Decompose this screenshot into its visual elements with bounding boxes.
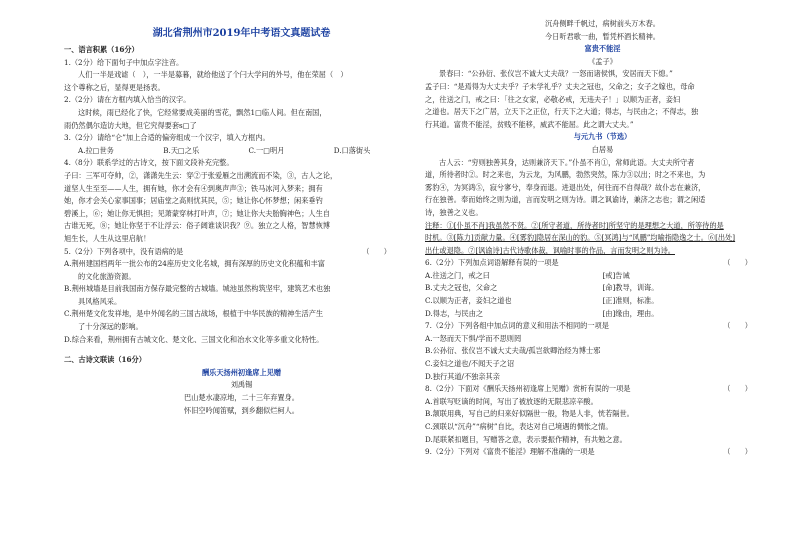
question-8: [425, 383, 780, 396]
option-text: B.丈夫之冠也，父命之: [425, 283, 498, 293]
answer-paren: （ ）: [723, 321, 752, 331]
question-text: 6.（2分）下列加点词语解释有误的一项是: [425, 258, 559, 268]
poem-line: 巴山楚水凄凉地，二十三年弃置身。: [183, 393, 299, 403]
text-line: 人们一半是戏谑（ ），一半是募暮，就给他送了个闩大学问的外号，他在荣屈（ ）: [78, 70, 348, 80]
text-line: 古人云：“穷则独善其身，达则兼济天下。”仆虽不肖①，常师此语。大丈夫所守者: [439, 157, 695, 167]
option-c: C.荆州楚文化发祥地，是中外闻名的三国古战场，根植于中华民族的精神生活产生: [64, 309, 324, 319]
option-b: B.颔联用典，写自己的归来好似隔世一般，物是人非，恍若隔世。: [425, 409, 634, 419]
passage-source: 《孟子》: [588, 56, 617, 66]
poem-line: 怀旧空吟闻笛赋，到乡翻似烂柯人。: [183, 405, 299, 415]
option: C.一□明月: [248, 145, 285, 155]
left-column: [64, 44, 419, 417]
option-d: D.综合来看，荆州拥有古城文化、楚文化、三国文化和冶水文化等多重文化特性。: [64, 334, 324, 344]
footnote: 出仕或退隐。⑦[讽谕诗]古代诗歌体裁，讽喻时事的作品，言而发明之则为诗。: [425, 245, 675, 255]
answer-paren: （ ）: [723, 384, 752, 394]
option-c: C.颈联以“沉舟”“病树”自比，表达对自己境遇的惆怅之情。: [425, 422, 613, 431]
passage-title: 与元九书（节选）: [573, 132, 632, 142]
question-text: 7.（2分）下列各组中加点词的意义和用法不相同的一项是: [425, 321, 609, 331]
text-line: 这个尊称之后，显得更是扬表。: [64, 82, 165, 92]
section-heading: 二、古诗文联读（16分）: [64, 355, 146, 365]
footnote: 注释：①[仆虽不肖]我虽然不贤。②[所守者道，所待者时]所坚守的是理想之大道，所等待的是: [425, 220, 724, 230]
text-line: 碧溪上，⑥；她让你无惧担；见萧蒙穿林打叶声，⑦；她让你大夫胎胸神色；人生自: [64, 208, 330, 218]
footnote: 时机。③[陈力]贡献力量。④[雾豹]隐居在深山的豹。⑤[冥鸿]与“风鹏”均喻指隐逸之士。⑥[出处]: [425, 233, 736, 243]
poem-line: 今日听君歌一曲，暂凭杯酒长精神。: [544, 31, 660, 41]
right-column: [425, 18, 780, 459]
text-line: 景春曰：“公孙衍、张仪岂不诚大丈夫哉？一怒而诸侯惧，安居而天下熄。”: [439, 69, 673, 79]
question-text: 8.（2分）下面对《酬乐天扬州初逢席上见赠》赏析有误的一项是: [425, 384, 631, 394]
question-text: 9.（2分）下列对《富贵不能淫》理解不准确的一项是: [425, 447, 595, 457]
options-row: [64, 145, 419, 158]
question-7: [425, 320, 780, 333]
passage-title: 富贵不能淫: [584, 44, 621, 54]
text-line: 雨仍然偶尔造访大地，但它究得要套s□了: [64, 120, 197, 130]
answer-paren: （ ）: [362, 246, 391, 256]
option-gloss: [命]教导，训诲。: [602, 283, 659, 293]
option: B.天□之乐: [163, 145, 200, 155]
question-3: 3.（2分）请给“仑”加上合适的偏旁组成一个汉字，填入方框内。: [64, 133, 270, 143]
text-line: 子曰：三军可夺帅，②，潇潇先生云：穿②于张爱雁之出溯流而不染，③，古人之论，: [64, 170, 338, 180]
poem-title: 酬乐天扬州初逢席上见赠: [201, 367, 282, 377]
option-gloss: [正]准则，标准。: [602, 296, 659, 306]
option: A.拉□世务: [78, 145, 114, 155]
page-title: 湖北省荆州市2019年中考语文真题试卷: [152, 28, 331, 39]
option-gloss: [戒]告诫: [602, 270, 630, 280]
text-line: 行在独善。奉而始终之则为道，言而发明之则为诗。谓之讽谕诗，兼济之志也；谓之闲适: [425, 195, 706, 205]
text-line: 道，所待者时②。时之来也，为云龙，为风鹏，勃然突然，陈力③以出；时之不来也，为: [425, 170, 706, 180]
text-line: 之，往送之门，戒之曰：「往之女家，必敬必戒，无违夫子！」以顺为正者，妾妇: [425, 94, 681, 104]
option-a: A.首联写贬谪的时间，写出了被放逐的无限悲凉辛酸。: [425, 396, 598, 406]
answer-paren: （ ）: [723, 258, 752, 268]
text-line: 古谁无死，⑧；她让你坚于不让浮云：俗子阔谁谈识我？⑨。独立之人格，智慧恢博: [64, 221, 330, 231]
text-line: 的文化旅游资源。: [78, 271, 136, 281]
option-d: D.独行其道/不独亲其亲: [425, 371, 500, 381]
option-row: [425, 308, 780, 321]
text-line: 雾豹④，为冥鸿⑤，寂兮寥兮，奉身而退。进退出处，何往而不自得哉？故仆志在兼济，: [425, 182, 706, 192]
option-c: C.妾妇之道也/不闻天子之诏: [425, 359, 515, 369]
option-row: [425, 295, 780, 308]
option: D.口落街头: [333, 145, 371, 155]
question-9: [425, 446, 780, 459]
text-line: 诗，独善之义也。: [425, 207, 483, 217]
text-line: 孟子曰：“是焉得为大丈夫乎？子未学礼乎？丈夫之冠也，父命之；女子之嫁也，母命: [425, 81, 695, 91]
section-heading: 一、语言积累（16分）: [64, 45, 139, 54]
option-b: B.荆州城墙是目前我国南方保存最完整的古城墙。城池虽然构筑坚牢，建筑艺术也独: [64, 284, 331, 294]
option-gloss: [由]缘由，理由。: [602, 308, 659, 318]
text-line: 具风格风采。: [78, 296, 122, 306]
question-2: 2.（2分）请在方框内填入恰当的汉字。: [64, 95, 191, 105]
text-line: 旭生长，人生从这里启航！: [64, 233, 151, 243]
question-6: [425, 257, 780, 270]
option-b: B.公孙衍、张仪岂不诚大丈夫哉/孤岂欲卿治经为博士邪: [425, 346, 601, 356]
text-line: 了十分深远的影响。: [78, 322, 143, 332]
option-text: D.得志，与民由之: [425, 308, 484, 318]
option-text: A.往送之门，戒之曰: [425, 270, 490, 280]
option-a: A.一怒而天下惧/学而不思则罔: [425, 333, 522, 343]
text-line: 之道也。居天下之广居，立天下之正位，行天下之大道；得志，与民由之；不得志，独: [425, 107, 699, 117]
option-a: A.荆州建国档两年一批公布的24座历史文化名城，拥有深厚的历史文化积蕴和丰富: [64, 259, 325, 269]
poem-line: 沉舟侧畔千帆过，病树前头万木春。: [544, 19, 660, 28]
option-row: [425, 270, 780, 283]
question-5: [64, 246, 419, 259]
text-line: 行其道。富贵不能淫，贫贱不能移，威武不能屈。此之谓大丈夫。”: [425, 119, 634, 129]
text-line: 她，你才会关心家事国事；居庙堂之高则忧其民，⑤；她让你心怀梦想；闲来垂钓: [64, 196, 323, 206]
option-d: D.尾联紧扣题目，写赠答之意，表示要振作精神，有共勉之意。: [425, 434, 627, 444]
question-1: 1.（2分）给下面句子中加点字注音。: [64, 57, 184, 67]
option-row: [425, 282, 780, 295]
poem-author: 刘禹锡: [230, 380, 253, 390]
answer-paren: （ ）: [723, 447, 752, 457]
option-text: C.以顺为正者，妾妇之道也: [425, 296, 512, 306]
passage-author: 白居易: [591, 144, 614, 154]
question-text: 5.（2分）下列各项中，没有语病的是: [64, 246, 184, 256]
question-4: 4.（8分）联系学过的古诗文，按下面文段补充完整。: [64, 158, 234, 168]
text-line: 这时候，雨已经化了快，它经常要成美丽的雪花，飘然1□临人间。但在南国，: [78, 107, 327, 117]
text-line: 道坚人生至至——人生，拥有她，你才会有④到奥声声③；铁马冰河入梦来；拥有: [64, 183, 323, 193]
